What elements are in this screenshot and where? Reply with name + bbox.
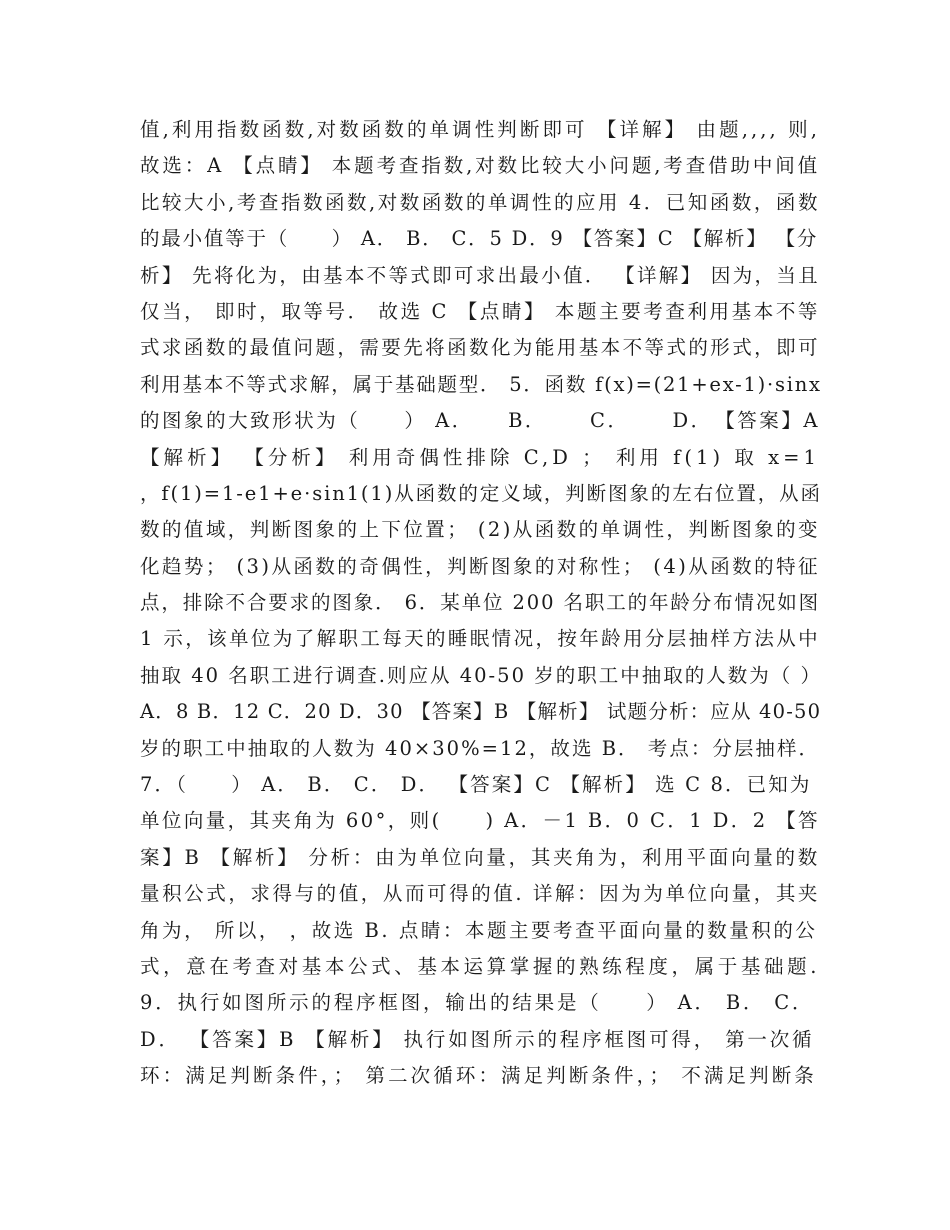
text-line: D． 【答案】B 【解析】 执行如图所示的程序框图可得， 第一次循	[140, 1027, 815, 1051]
text-line: 单位向量，其夹角为 60°，则( ) A．－1 B．0 C．1 D．2 【答	[140, 809, 820, 833]
text-line: 数的值域，判断图象的上下位置； (2)从函数的单调性，判断图象的变	[140, 518, 821, 542]
text-line: 式，意在考查对基本公式、基本运算掌握的熟练程度，属于基础题.	[140, 954, 820, 978]
text-line: 环：满足判断条件，； 第二次循环：满足判断条件，； 不满足判断条	[140, 1064, 817, 1088]
text-line: 点，排除不合要求的图象． 6．某单位 200 名职工的年龄分布情况如图	[140, 591, 820, 615]
text-line: ，f(1)=1-e1+e·sin1(1)从函数的定义域，判断图象的左右位置，从函	[140, 481, 822, 505]
document-body-text	[140, 112, 820, 1095]
text-line: 化趋势； (3)从函数的奇偶性，判断图象的对称性； (4)从函数的特征	[140, 554, 820, 578]
text-line: 9．执行如图所示的程序框图，输出的结果是（ ） A． B． C．	[140, 991, 815, 1015]
text-line: 析】 先将化为，由基本不等式即可求出最小值． 【详解】 因为，当且	[140, 263, 820, 287]
text-line: 1 示，该单位为了解职工每天的睡眠情况，按年龄用分层抽样方法从中	[140, 627, 820, 651]
text-line: A．8 B．12 C．20 D．30 【答案】B 【解析】 试题分析：应从 40-50	[140, 700, 822, 724]
text-line: 7．（ ） A． B． C． D． 【答案】C 【解析】 选 C 8．已知为	[140, 773, 812, 797]
text-line: 的图象的大致形状为（ ） A． B． C． D． 【答案】A	[140, 409, 820, 433]
text-line: 仅当， 即时，取等号． 故选 C 【点睛】 本题主要考查利用基本不等	[140, 299, 821, 323]
text-line: 比较大小,考查指数函数,对数函数的单调性的应用 4．已知函数，函数	[140, 190, 820, 214]
text-line: 岁的职工中抽取的人数为 40×30%=12，故选 B． 考点：分层抽样．	[140, 736, 821, 760]
text-line: 值,利用指数函数,对数函数的单调性判断即可 【详解】 由题,,,, 则,	[140, 118, 820, 141]
text-line: 式求函数的最值问题，需要先将函数化为能用基本不等式的形式，即可	[140, 336, 820, 360]
text-line: 抽取 40 名职工进行调查.则应从 40-50 岁的职工中抽取的人数为（ ）	[140, 663, 822, 687]
text-line: 的最小值等于（ ） A． B． C．5 D．9 【答案】C 【解析】 【分	[140, 227, 819, 251]
text-line: 故选：A 【点睛】 本题考查指数,对数比较大小问题,考查借助中间值	[140, 154, 820, 178]
text-line: 利用基本不等式求解，属于基础题型． 5．函数 f(x)=(21+ex-1)·sinx	[140, 372, 822, 396]
text-line: 【解析】 【分析】 利用奇偶性排除 C,D ； 利用 f(1) 取 x=1	[140, 445, 820, 469]
text-line: 角为， 所以， ，故选 B. 点睛：本题主要考查平面向量的数量积的公	[140, 918, 818, 942]
text-line: 量积公式，求得与的值，从而可得的值. 详解：因为为单位向量，其夹	[140, 882, 820, 906]
text-line: 案】B 【解析】 分析：由为单位向量，其夹角为，利用平面向量的数	[140, 845, 821, 869]
